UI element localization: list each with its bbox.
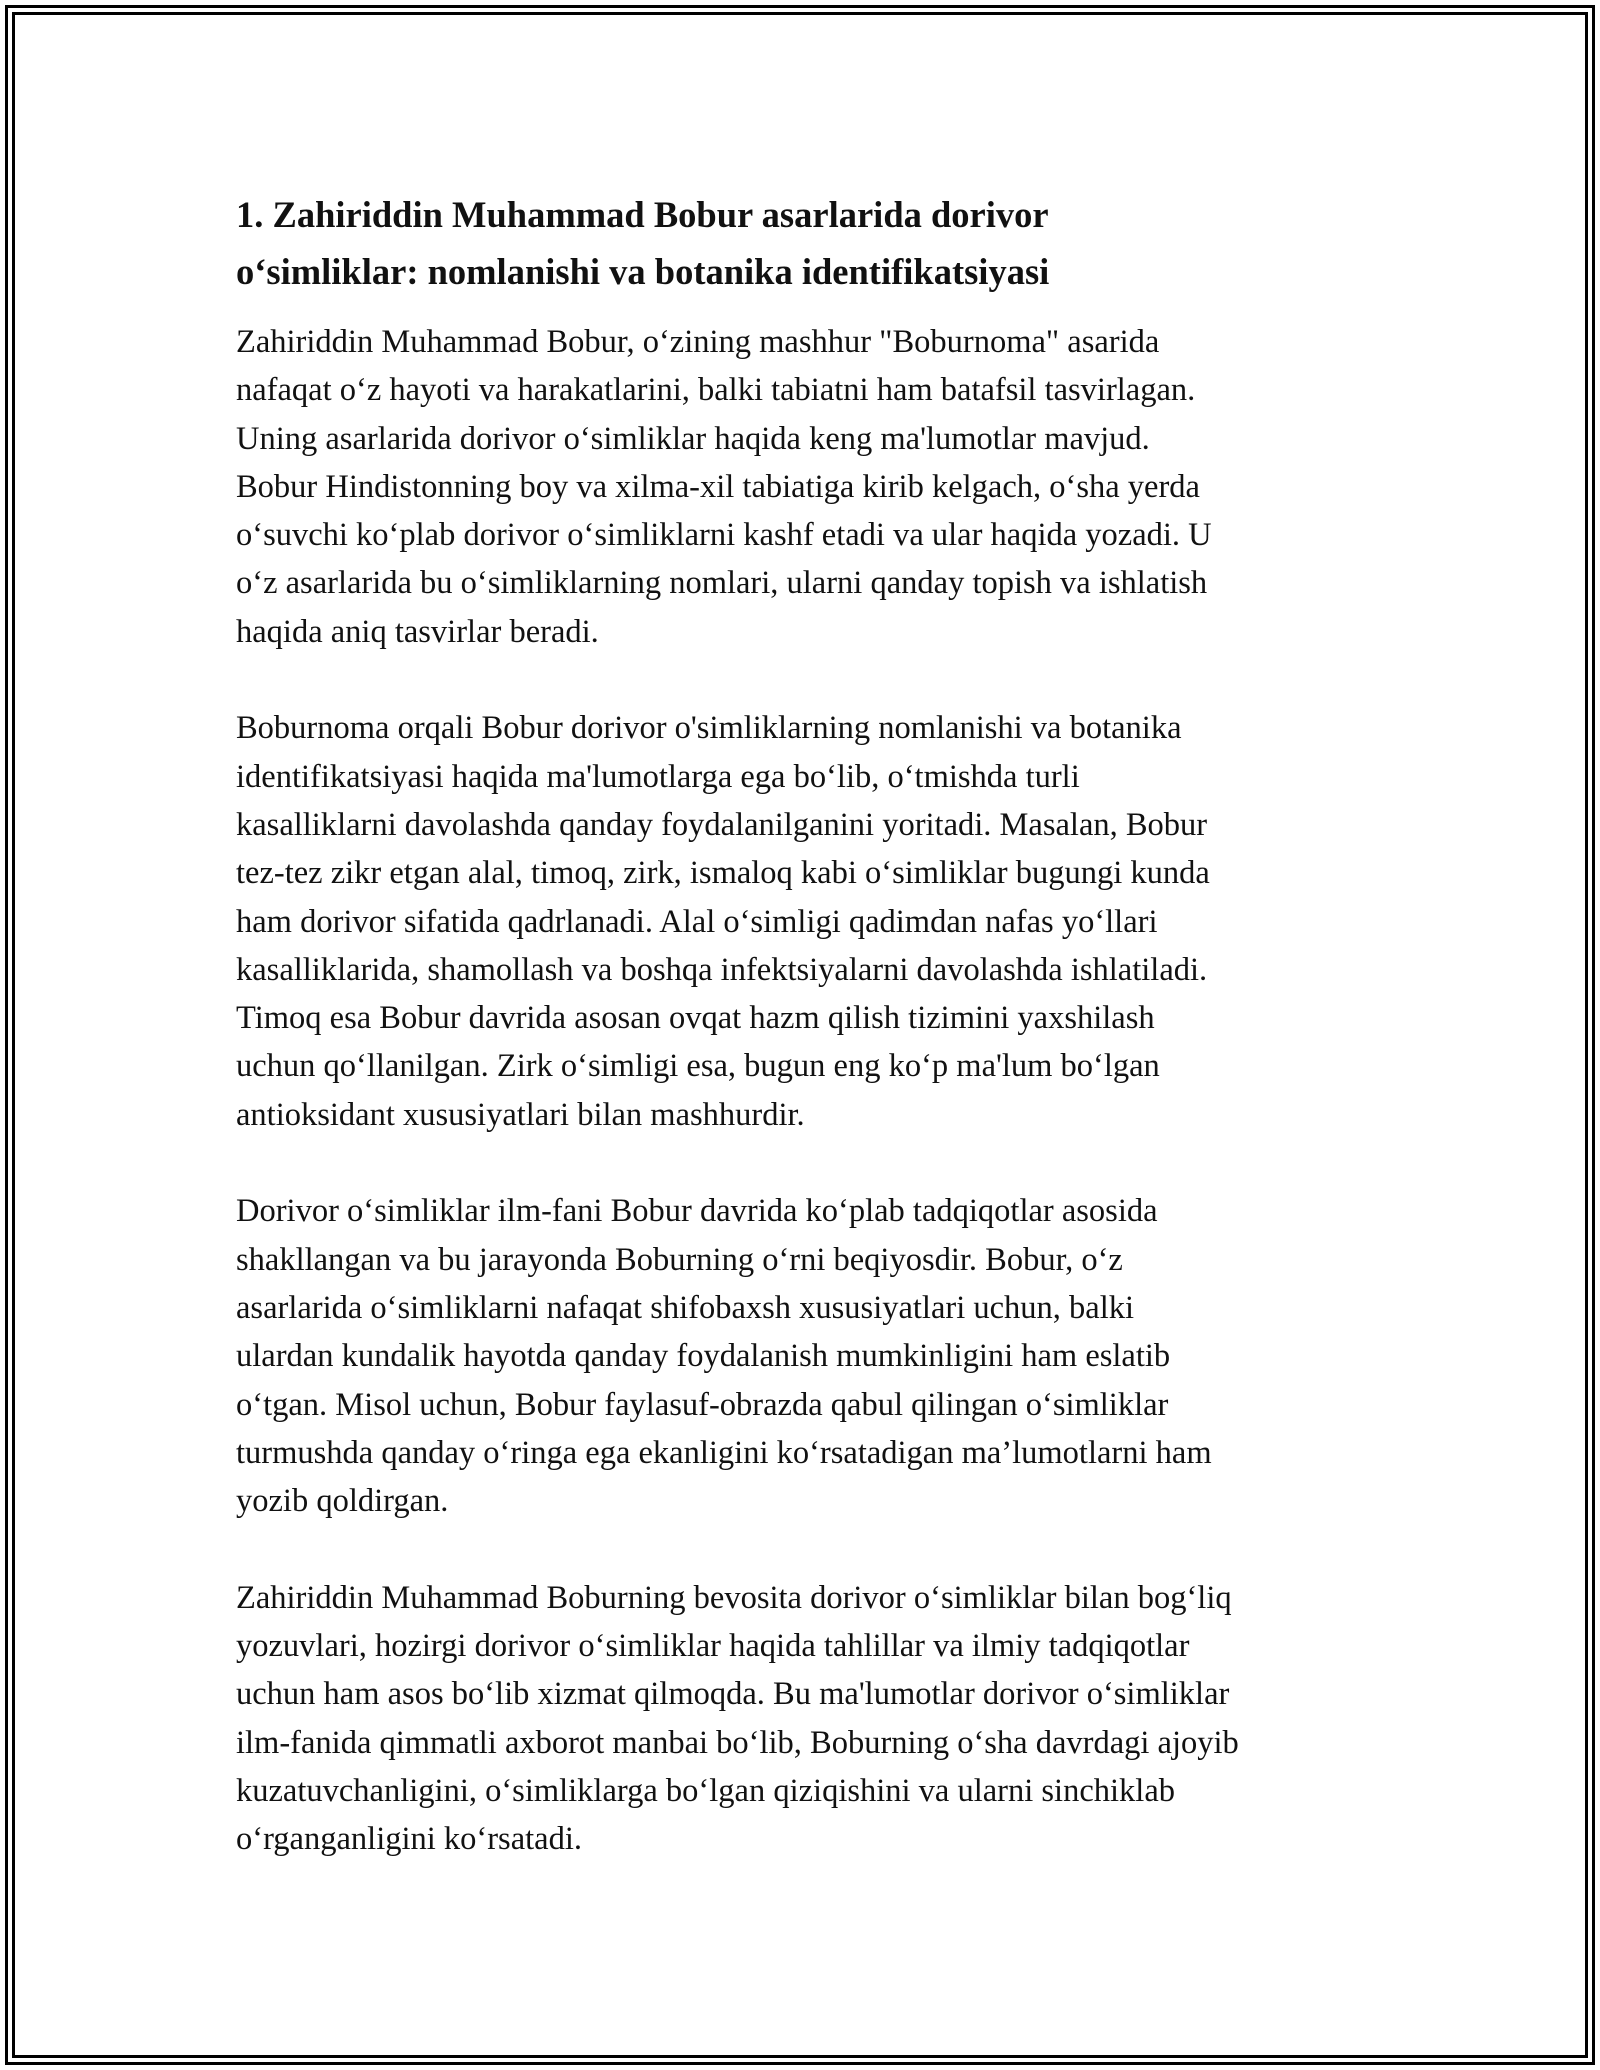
text-line: kuzatuvchanligini, o‘simliklarga bo‘lgan qiziqishini va ularni sinchiklab <box>236 1772 1175 1809</box>
section-title <box>236 186 1376 300</box>
text-line: turmushda qanday o‘ringa ega ekanligini ko‘rsatadigan ma’lumotlarni ham <box>236 1434 1212 1471</box>
paragraph-3 <box>236 1187 1376 1525</box>
text-line: o‘rganganligini ko‘rsatadi. <box>236 1821 582 1858</box>
text-line: nafaqat o‘z hayoti va harakatlarini, balki tabiatni ham batafsil tasvirlagan. <box>236 372 1196 409</box>
paragraph-1 <box>236 318 1376 656</box>
text-line: Zahiriddin Muhammad Bobur, o‘zining mashhur "Boburnoma" asarida <box>236 324 1160 360</box>
text-line: Bobur Hindistonning boy va xilma-xil tabiatiga kirib kelgach, o‘sha yerda <box>236 468 1200 505</box>
text-line: Zahiriddin Muhammad Boburning bevosita dorivor o‘simliklar bilan bog‘liq <box>236 1579 1232 1616</box>
text-line: kasalliklarida, shamollash va boshqa infektsiyalarni davolashda ishlatiladi. <box>236 951 1208 988</box>
text-line: haqida aniq tasvirlar beradi. <box>236 613 599 650</box>
section-title-line: o‘simliklar: nomlanishi va botanika identifikatsiyasi <box>236 251 1050 292</box>
text-line: yozib qoldirgan. <box>236 1483 449 1520</box>
text-line: o‘tgan. Misol uchun, Bobur faylasuf-obrazda qabul qilingan o‘simliklar <box>236 1386 1169 1423</box>
text-line: ilm-fanida qimmatli axborot manbai bo‘lib, Boburning o‘sha davrdagi ajoyib <box>236 1724 1239 1761</box>
text-line: ham dorivor sifatida qadrlanadi. Alal o‘simligi qadimdan nafas yo‘llari <box>236 903 1158 940</box>
text-line: Timoq esa Bobur davrida asosan ovqat hazm qilish tizimini yaxshilash <box>236 1000 1155 1037</box>
text-line: ulardan kundalik hayotda qanday foydalanish mumkinligini ham eslatib <box>236 1338 1171 1375</box>
text-line: asarlarida o‘simliklarni nafaqat shifobaxsh xususiyatlari uchun, balki <box>236 1289 1135 1326</box>
text-line: uchun qo‘llanilgan. Zirk o‘simligi esa, bugun eng ko‘p ma'lum bo‘lgan <box>236 1048 1160 1085</box>
text-line: o‘z asarlarida bu o‘simliklarning nomlari, ularni qanday topish va ishlatish <box>236 565 1208 602</box>
text-line: kasalliklarni davolashda qanday foydalanilganini yoritadi. Masalan, Bobur <box>236 806 1208 843</box>
section-title-line: 1. Zahiriddin Muhammad Bobur asarlarida dorivor <box>236 194 1049 235</box>
text-line: Dorivor o‘simliklar ilm-fani Bobur davrida ko‘plab tadqiqotlar asosida <box>236 1193 1158 1230</box>
text-line: o‘suvchi ko‘plab dorivor o‘simliklarni kashf etadi va ular haqida yozadi. U <box>236 517 1212 554</box>
paragraph-4 <box>236 1574 1376 1864</box>
text-line: uchun ham asos bo‘lib xizmat qilmoqda. Bu ma'lumotlar dorivor o‘simliklar <box>236 1676 1230 1713</box>
text-line: antioksidant xususiyatlari bilan mashhurdir. <box>236 1096 805 1133</box>
document-body <box>236 186 1376 1864</box>
text-line: Boburnoma orqali Bobur dorivor o'simliklarning nomlanishi va botanika <box>236 710 1182 747</box>
text-line: identifikatsiyasi haqida ma'lumotlarga ega bo‘lib, o‘tmishda turli <box>236 758 1080 795</box>
text-line: tez-tez zikr etgan alal, timoq, zirk, ismaloq kabi o‘simliklar bugungi kunda <box>236 855 1210 892</box>
paragraph-2 <box>236 704 1376 1139</box>
text-line: Uning asarlarida dorivor o‘simliklar haqida keng ma'lumotlar mavjud. <box>236 420 1150 457</box>
text-line: yozuvlari, hozirgi dorivor o‘simliklar haqida tahlillar va ilmiy tadqiqotlar <box>236 1628 1190 1665</box>
text-line: shakllangan va bu jarayonda Boburning o‘rni beqiyosdir. Bobur, o‘z <box>236 1241 1123 1278</box>
